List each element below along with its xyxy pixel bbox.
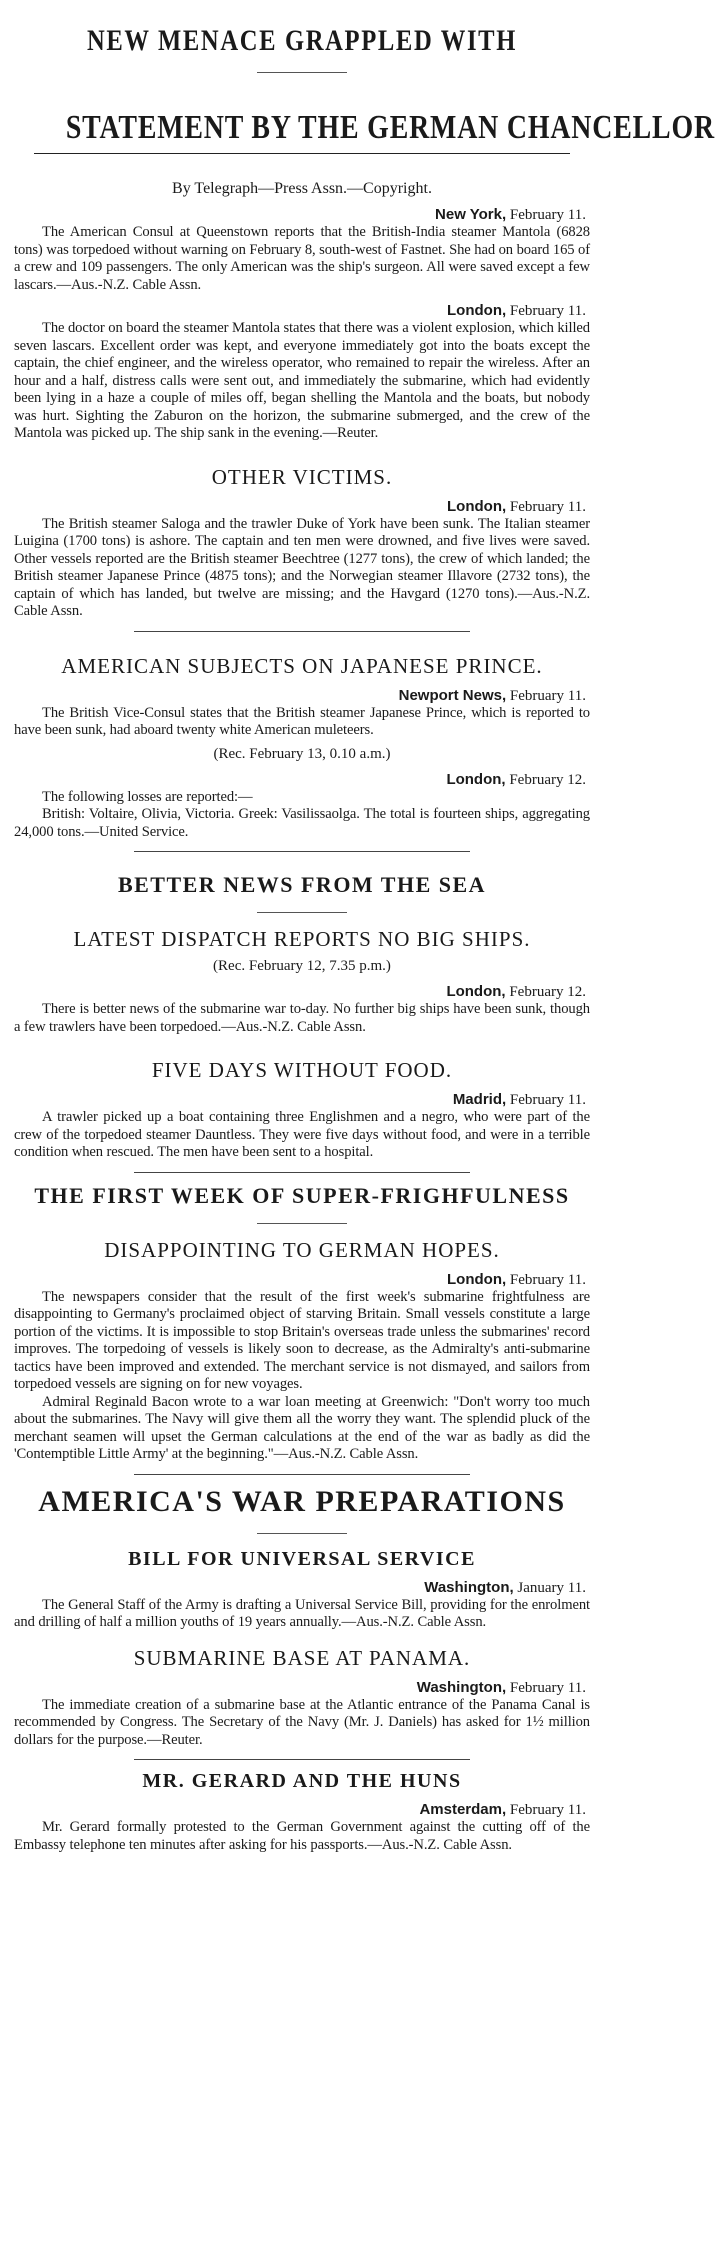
section-title: THE FIRST WEEK OF SUPER-FRIGHFULNESS	[34, 1182, 570, 1208]
dateline-place: Amsterdam,	[419, 1801, 507, 1818]
newspaper-page	[0, 24, 715, 2246]
section-title: OTHER VICTIMS.	[211, 464, 393, 489]
section-divider	[134, 1172, 470, 1173]
article-paragraph: The General Staff of the Army is drafting a Universal Service Bill, providing for the enrolment and drilling of half a million youths of 19 years annually.—Aus.-N.Z. Cable Assn.	[14, 1596, 590, 1630]
dateline	[14, 1579, 586, 1597]
dateline-place: New York,	[435, 206, 507, 223]
section-divider	[257, 1223, 347, 1224]
headline-rule	[34, 153, 570, 154]
dateline	[14, 1801, 586, 1819]
dateline	[14, 1679, 586, 1697]
dateline-date: February 11.	[509, 1802, 586, 1818]
article-paragraph: The British Vice-Consul states that the British steamer Japanese Prince, which is reported to have been sunk, had aboard twenty white American muleteers.	[14, 704, 590, 738]
dateline-place: Madrid,	[452, 1091, 507, 1108]
dateline-date: February 12.	[509, 984, 586, 1000]
article-paragraph: The British steamer Saloga and the trawler Duke of York have been sunk. The Italian steamer Luigina (1700 tons) is ashore. The captain and ten men were drowned, and five lives were saved. Other vessels reported are the British steamer Beechtree (1277 tons), the crew of which landed; the British steamer Japanese Prince (4875 tons); and the Norwegian steamer Illavore (2732 tons), the captain of which has landed, but twelve are missing; and the Havgard (1270 tons).—Aus.-N.Z. Cable Assn.	[14, 515, 590, 619]
dateline-date: January 11.	[517, 1579, 586, 1596]
article-paragraph: There is better news of the submarine war to-day. No further big ships have been sunk, though a few trawlers have been torpedoed.—Aus.-N.Z. Cable Assn.	[14, 1001, 590, 1035]
section-subtitle: DISAPPOINTING TO GERMAN HOPES.	[104, 1237, 500, 1262]
section-title: AMERICA'S WAR PREPARATIONS	[38, 1484, 566, 1518]
section-divider	[257, 1533, 347, 1534]
section-subtitle: BILL FOR UNIVERSAL SERVICE	[128, 1547, 476, 1570]
section-title: MR. GERARD AND THE HUNS	[142, 1770, 462, 1792]
dateline-date: February 11.	[509, 303, 586, 319]
dateline-place: London,	[447, 302, 507, 319]
article-paragraph: The newspapers consider that the result of the first week's submarine frightfulness are disappointing to Germany's proclaimed object of starving Britain. Small vessels constitute a large portion of the victims. It is impossible to stop Britain's overseas trade unless the submarines' record improves. The torpedoing of vessels is likely soon to decrease, as the Admiralty's anti-submarine tactics have been improved and extended. The merchant service is not dismayed, and sailors from torpedoed vessels are signing on for new voyages.	[14, 1288, 590, 1392]
section-divider	[257, 912, 347, 913]
section-title: BETTER NEWS FROM THE SEA	[117, 872, 487, 897]
section-title: FIVE DAYS WITHOUT FOOD.	[151, 1058, 453, 1082]
article-paragraph: The following losses are reported:—	[42, 788, 253, 805]
dateline	[14, 1271, 586, 1289]
section-subtitle: LATEST DISPATCH REPORTS NO BIG SHIPS.	[73, 927, 531, 951]
dateline-date: February 11.	[509, 498, 586, 515]
article-paragraph: British: Voltaire, Olivia, Victoria. Greek: Vasilissaolga. The total is fourteen ships, aggregating 24,000 tons.—United Service.	[14, 806, 590, 840]
dateline-date: February 11.	[509, 207, 586, 223]
main-headline: STATEMENT BY THE GERMAN CHANCELLOR	[65, 109, 715, 146]
byline: By Telegraph—Press Assn.—Copyright.	[172, 180, 432, 197]
dateline-date: February 11.	[509, 1092, 586, 1108]
dateline	[14, 771, 586, 789]
received-timestamp: (Rec. February 13, 0.10 a.m.)	[213, 745, 391, 762]
dateline	[14, 1091, 586, 1109]
article-paragraph: A trawler picked up a boat containing three Englishmen and a negro, who were part of the crew of the torpedoed steamer Dauntless. They were five days without food, and were in a terrible condition when rescued. The men have been sent to a hospital.	[14, 1109, 590, 1160]
dateline-date: February 11.	[509, 1271, 586, 1288]
article-paragraph: Admiral Reginald Bacon wrote to a war loan meeting at Greenwich: "Don't worry too much about the submarines. The Navy will give them all the worry they want. The splendid pluck of the merchant seamen will upset the German calculations at the end of the war as badly as did the 'Contemptible Little Army' at the beginning."—Aus.-N.Z. Cable Assn.	[14, 1393, 590, 1462]
section-divider	[134, 1474, 470, 1475]
section-title: AMERICAN SUBJECTS ON JAPANESE PRINCE.	[61, 653, 543, 678]
dateline	[14, 498, 586, 516]
dateline-place: London,	[446, 983, 506, 1000]
dateline	[14, 983, 586, 1001]
received-timestamp: (Rec. February 12, 7.35 p.m.)	[213, 958, 391, 974]
section-divider	[134, 1759, 470, 1760]
dateline-place: Washington,	[424, 1578, 514, 1596]
dateline-place: Newport News,	[398, 686, 507, 704]
dateline-date: February 11.	[509, 1679, 586, 1696]
dateline-place: London,	[446, 770, 506, 788]
dateline	[14, 687, 586, 705]
dateline	[14, 206, 586, 224]
dateline-place: London,	[447, 497, 507, 515]
masthead-headline: NEW MENACE GRAPPLED WITH	[86, 24, 518, 57]
dateline-place: Washington,	[416, 1678, 507, 1696]
dateline-date: February 11.	[509, 687, 586, 704]
article-paragraph: The American Consul at Queenstown reports that the British-India steamer Mantola (6828 tons) was torpedoed without warning on February 8, south-west of Fastnet. She had on board 165 of a crew and 109 passengers. The only American was the ship's surgeon. All were saved except a few lascars.—Aus.-N.Z. Cable Assn.	[14, 224, 590, 293]
article-paragraph: The doctor on board the steamer Mantola states that there was a violent explosion, which killed seven lascars. Excellent order was kept, and everyone immediately got into the boats except the captain, the chief engineer, and the wireless operator, who remained to repair the wireless. After an hour and a half, distress calls were sent out, and immediately the submarine, which had evidently been lying in a haze a couple of miles off, began shelling the Mantola and the boats, but nobody was hurt. Sighting the Zaburon on the horizon, the submarine submerged, and the crew of the Mantola was picked up. The ship sank in the evening.—Reuter.	[14, 320, 590, 441]
dateline-place: London,	[447, 1270, 507, 1288]
section-divider	[134, 631, 470, 632]
section-title: SUBMARINE BASE AT PANAMA.	[133, 1645, 471, 1670]
article-paragraph: Mr. Gerard formally protested to the German Government against the cutting off of the Embassy telephone ten minutes after asking for his passports.—Aus.-N.Z. Cable Assn.	[14, 1819, 590, 1853]
section-divider	[134, 851, 470, 852]
dateline-date: February 12.	[509, 771, 586, 788]
article-paragraph: The immediate creation of a submarine base at the Atlantic entrance of the Panama Canal is recommended by Congress. The Secretary of the Navy (Mr. J. Daniels) has asked for 1½ million dollars for the purpose.—Reuter.	[14, 1696, 590, 1748]
dateline	[14, 302, 586, 320]
masthead-divider	[257, 72, 347, 73]
